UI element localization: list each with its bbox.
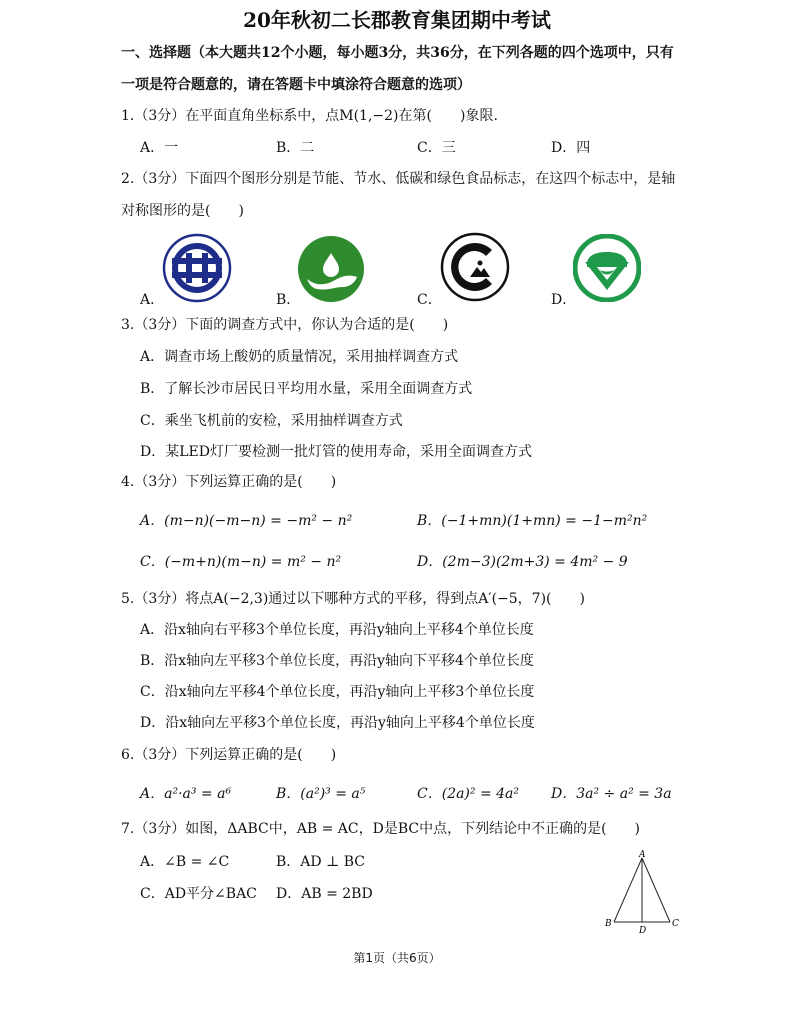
- triangle-abc-figure: [600, 850, 684, 936]
- vertex-b-label: B: [605, 919, 612, 929]
- q2-option-a: A．: [140, 292, 165, 308]
- q6-option-d: D．3a² ÷ a² = 3a: [551, 786, 672, 802]
- q2-option-d: D．: [551, 292, 577, 308]
- q3-stem: 3.（3分）下面的调查方式中，你认为合适的是( ): [121, 317, 449, 333]
- point-d-label: D: [639, 926, 647, 936]
- q1-stem: 1.（3分）在平面直角坐标系中，点M(1,−2)在第( )象限.: [121, 108, 498, 124]
- q1-option-a: A．一: [140, 140, 179, 156]
- q2-stem-line1: 2.（3分）下面四个图形分别是节能、节水、低碳和绿色食品标志，在这四个标志中，是轴: [121, 171, 676, 187]
- q1-option-c: C．三: [417, 140, 456, 156]
- green-food-logo-icon: [573, 234, 641, 302]
- q4-stem: 4.（3分）下列运算正确的是( ): [121, 474, 337, 490]
- q1-option-b: B．二: [276, 140, 315, 156]
- q1-option-d: D．四: [551, 140, 591, 156]
- q5-option-d: D．沿x轴向左平移3个单位长度，再沿y轴向上平移4个单位长度: [140, 715, 535, 731]
- q6-option-b: B．(a²)³ = a⁵: [276, 786, 366, 802]
- vertex-a-label: A: [639, 850, 646, 860]
- q3-option-d: D．某LED灯厂要检测一批灯管的使用寿命，采用全面调查方式: [140, 444, 532, 460]
- q2-option-c: C．: [417, 292, 442, 308]
- q4-option-b: B．(−1+mn)(1+mn) = −1−m²n²: [417, 513, 648, 529]
- q3-option-a: A．调查市场上酸奶的质量情况，采用抽样调查方式: [140, 349, 459, 365]
- q6-option-a: A．a²·a³ = a⁶: [140, 786, 232, 802]
- section-header-line1: 一、选择题（本大题共12个小题，每小题3分，共36分，在下列各题的四个选项中，只有: [121, 45, 674, 61]
- q4-option-a: A．(m−n)(−m−n) = −m² − n²: [140, 513, 353, 529]
- water-saving-logo-icon: [297, 235, 365, 303]
- q5-option-c: C．沿x轴向左平移4个单位长度，再沿y轴向上平移3个单位长度: [140, 684, 535, 700]
- q7-stem: 7.（3分）如图，ΔABC中，AB = AC，D是BC中点，下列结论中不正确的是( ): [121, 821, 641, 837]
- q4-option-c: C．(−m+n)(m−n) = m² − n²: [140, 554, 342, 570]
- q7-option-d: D．AB = 2BD: [276, 886, 373, 902]
- vertex-c-label: C: [672, 919, 679, 929]
- q2-option-b: B．: [276, 292, 301, 308]
- page-title: 20年秋初二长郡教育集团期中考试: [243, 8, 551, 32]
- q5-option-b: B．沿x轴向左平移3个单位长度，再沿y轴向下平移4个单位长度: [140, 653, 534, 669]
- q7-option-a: A．∠B = ∠C: [140, 854, 230, 870]
- q3-option-b: B．了解长沙市居民日平均用水量，采用全面调查方式: [140, 381, 473, 397]
- q5-option-a: A．沿x轴向右平移3个单位长度，再沿y轴向上平移4个单位长度: [140, 622, 534, 638]
- energy-saving-logo-icon: [162, 233, 232, 303]
- q7-option-b: B．AD ⊥ BC: [276, 854, 365, 870]
- q2-stem-line2: 对称图形的是( ): [121, 203, 244, 219]
- q4-option-d: D．(2m−3)(2m+3) = 4m² − 9: [417, 554, 628, 570]
- q5-stem: 5.（3分）将点A(−2,3)通过以下哪种方式的平移，得到点A′(−5，7)( ): [121, 591, 585, 607]
- page-footer: 第1页（共6页）: [353, 951, 441, 965]
- q3-option-c: C．乘坐飞机前的安检，采用抽样调查方式: [140, 413, 403, 429]
- low-carbon-logo-icon: [440, 232, 510, 302]
- section-header-line2: 一项是符合题意的，请在答题卡中填涂符合题意的选项）: [121, 77, 471, 93]
- q6-option-c: C．(2a)² = 4a²: [417, 786, 519, 802]
- q7-option-c: C．AD平分∠BAC: [140, 886, 257, 902]
- q6-stem: 6.（3分）下列运算正确的是( ): [121, 747, 337, 763]
